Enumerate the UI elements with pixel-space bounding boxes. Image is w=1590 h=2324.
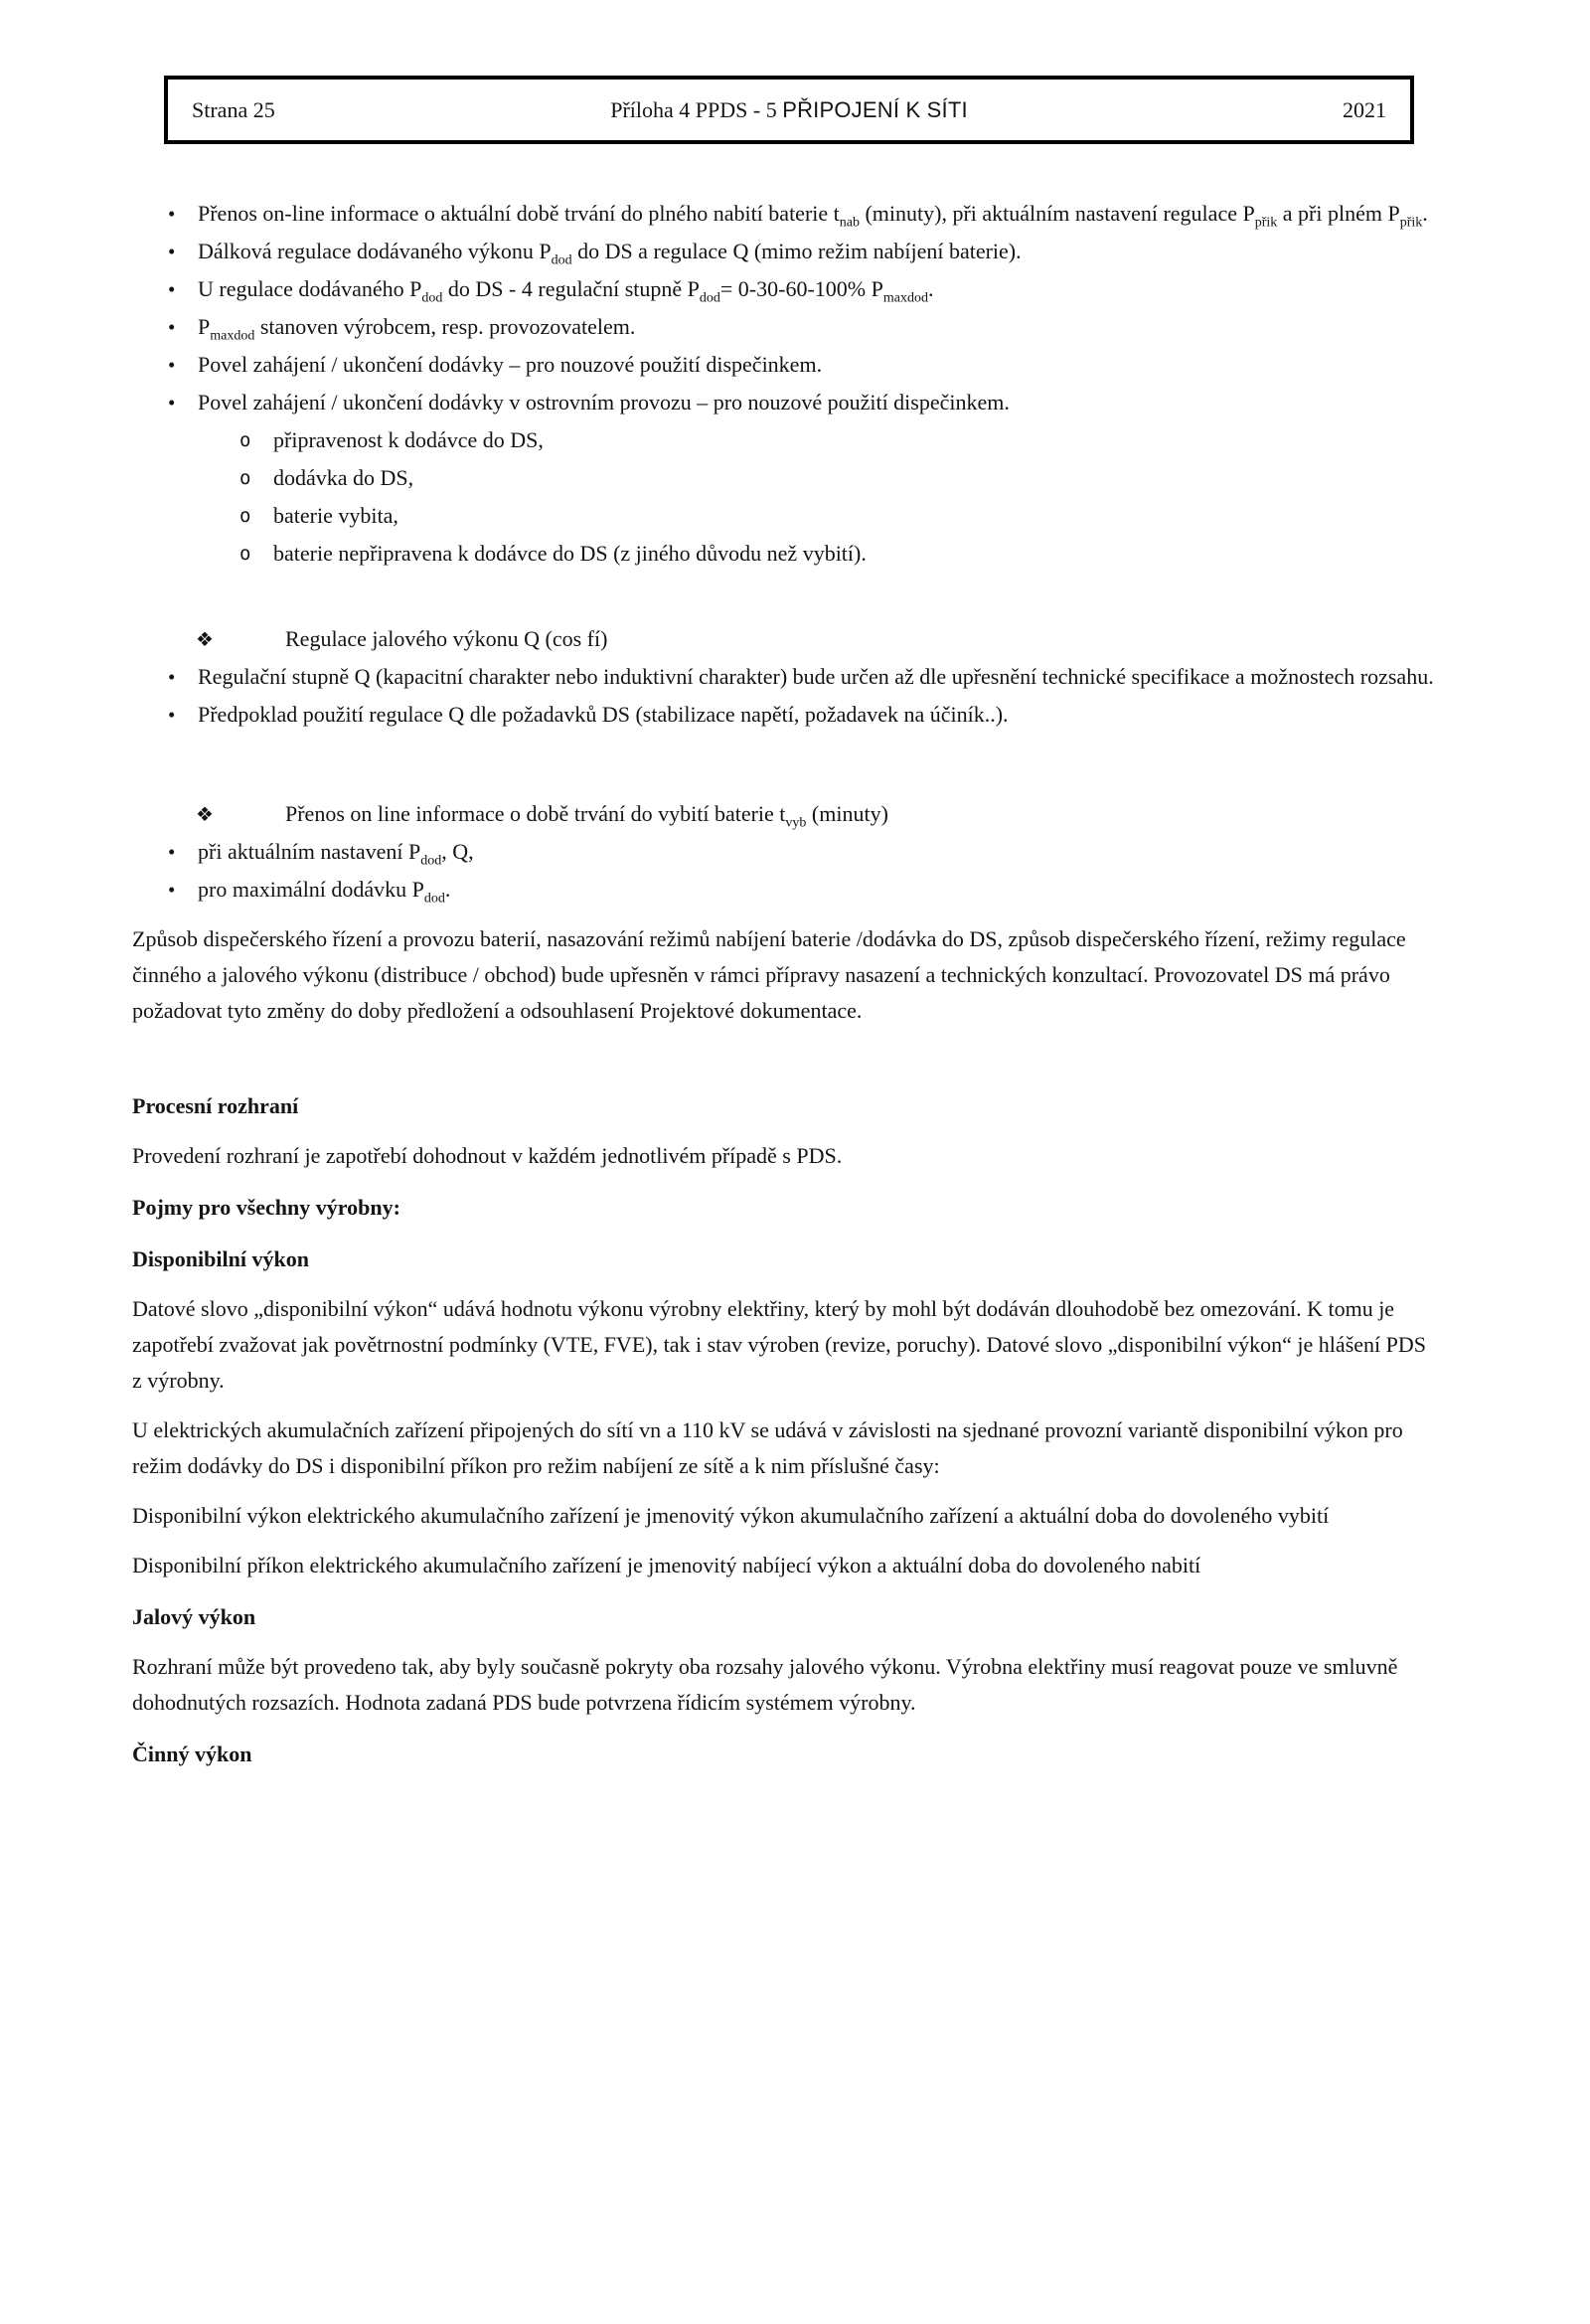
sub-list-item bbox=[132, 422, 1434, 458]
list-item-text: Předpoklad použití regulace Q dle požadavků DS (stabilizace napětí, požadavek na účiník..). bbox=[198, 702, 1009, 727]
heading-pojmy: Pojmy pro všechny výrobny: bbox=[132, 1195, 400, 1220]
list-item bbox=[132, 697, 1434, 733]
circle-icon: o bbox=[239, 429, 251, 451]
bullet-icon: • bbox=[168, 202, 176, 226]
list-item-text: pro maximální dodávku $P_{dod}$. bbox=[198, 877, 451, 907]
paragraph-disponibilni-prikon-def: Disponibilní příkon elektrického akumulačního zařízení je jmenovitý nabíjecí výkon a aktuální doba do dovoleného nabití bbox=[132, 1553, 1201, 1577]
sub-list-item-text: baterie nepřipravena k dodávce do DS (z jiného důvodu než vybití). bbox=[273, 541, 867, 566]
bullet-icon: • bbox=[168, 703, 176, 727]
sub-list-item bbox=[132, 460, 1434, 496]
heading-disponibilni-vykon: Disponibilní výkon bbox=[132, 1246, 309, 1271]
circle-icon: o bbox=[239, 543, 251, 565]
page-content bbox=[132, 196, 1434, 1772]
list-item bbox=[132, 196, 1434, 232]
list-item-text: Povel zahájení / ukončení dodávky v ostrovním provozu – pro nouzové použití dispečinkem. bbox=[198, 390, 1010, 415]
page-number: Strana 25 bbox=[192, 96, 275, 122]
diamond-icon: ❖ bbox=[196, 627, 214, 651]
bullet-icon: • bbox=[168, 878, 176, 902]
page-header-box bbox=[164, 76, 1414, 144]
list-item-text: $P_{maxdod}$ stanoven výrobcem, resp. provozovatelem. bbox=[198, 314, 636, 344]
circle-icon: o bbox=[239, 467, 251, 489]
document-page bbox=[0, 76, 1590, 2324]
sub-list-item bbox=[132, 536, 1434, 572]
paragraph-provedeni-rozhrani: Provedení rozhraní je zapotřebí dohodnout v každém jednotlivém případě s PDS. bbox=[132, 1143, 843, 1168]
paragraph-datove-slovo: Datové slovo „disponibilní výkon“ udává hodnotu výkonu výrobny elektřiny, který by mohl být dodáván dlouhodobě bez omezování. K tomu je zapotřebí zvažovat jak povětrnostní podmínky (VTE, FVE), tak i stav výroben (revize, poruchy). Datové slovo „disponibilní výkon“ je hlášení PDS z výrobny. bbox=[132, 1296, 1426, 1393]
list-item bbox=[132, 271, 1434, 307]
list-item-text: Přenos on-line informace o aktuální době trvání do plného nabití baterie $t_{nab}$ (minuty), při aktuálním nastavení regulace $P_{přik}$ a při plném $P_{přik}$. bbox=[198, 201, 1428, 231]
paragraph-dispatch-control: Způsob dispečerského řízení a provozu baterií, nasazování režimů nabíjení baterie /dodávka do DS, způsob dispečerského řízení, režimy regulace činného a jalového výkonu (distribuce / obchod) bude upřesněn v rámci přípravy nasazení a technických konzultací. Provozovatel DS má právo požadovat tyto změny do doby předložení a odsouhlasení Projektové dokumentace. bbox=[132, 926, 1406, 1023]
list-item-text: Dálková regulace dodávaného výkonu $P_{dod}$ do DS a regulace Q (mimo režim nabíjení baterie). bbox=[198, 239, 1022, 268]
list-item bbox=[132, 834, 1434, 870]
list-item bbox=[132, 385, 1434, 420]
list-item-text: U regulace dodávaného $P_{dod}$ do DS - 4 regulační stupně $P_{dod}= 0-30-60-100\%$ $P_{maxdod}$. bbox=[198, 276, 934, 306]
diamond-item-text: Přenos on line informace o době trvání do vybití baterie $t_{vyb}$ (minuty) bbox=[285, 801, 888, 831]
document-title-serif: Příloha 4 PPDS - 5 bbox=[610, 96, 783, 122]
bullet-icon: • bbox=[168, 840, 176, 864]
list-item-text: Povel zahájení / ukončení dodávky – pro nouzové použití dispečinkem. bbox=[198, 352, 823, 377]
list-item bbox=[132, 872, 1434, 908]
bullet-icon: • bbox=[168, 277, 176, 301]
sub-list-item bbox=[132, 498, 1434, 534]
paragraph-disponibilni-vykon-def: Disponibilní výkon elektrického akumulačního zařízení je jmenovitý výkon akumulačního zařízení a aktuální doba do dovoleného vybití bbox=[132, 1503, 1330, 1528]
bullet-list-telemetry bbox=[132, 196, 1434, 572]
heading-procesni-rozhrani: Procesní rozhraní bbox=[132, 1093, 299, 1118]
paragraph-rozhrani-jalovy: Rozhraní může být provedeno tak, aby byly současně pokryty oba rozsahy jalového výkonu. Výrobna elektřiny musí reagovat pouze ve smluvně dohodnutých rozsazích. Hodnota zadaná PDS bude potvrzena řídicím systémem výrobny. bbox=[132, 1654, 1398, 1715]
list-item-text: Regulační stupně Q (kapacitní charakter nebo induktivní charakter) bude určen až dle upřesnění technické specifikace a možnostech rozsahu. bbox=[198, 664, 1434, 689]
diamond-item-text: Regulace jalového výkonu Q (cos fí) bbox=[285, 626, 608, 651]
sub-list-item-text: dodávka do DS, bbox=[273, 465, 414, 490]
bullet-icon: • bbox=[168, 315, 176, 339]
diamond-icon: ❖ bbox=[196, 802, 214, 826]
bullet-icon: • bbox=[168, 240, 176, 263]
document-title-sans: PŘIPOJENÍ K SÍTI bbox=[782, 96, 968, 122]
sub-list-item-text: připravenost k dodávce do DS, bbox=[273, 427, 544, 452]
list-item bbox=[132, 309, 1434, 345]
paragraph-akumulacni-zarizeni: U elektrických akumulačních zařízení připojených do sítí vn a 110 kV se udává v závislosti na sjednané provozní variantě disponibilní výkon pro režim dodávky do DS i disponibilní příkon pro režim nabíjení ze sítě a k nim příslušné časy: bbox=[132, 1417, 1403, 1478]
circle-icon: o bbox=[239, 505, 251, 527]
year-label: 2021 bbox=[1343, 96, 1386, 122]
list-item bbox=[132, 347, 1434, 383]
list-item-text: při aktuálním nastavení $P_{dod}$, Q, bbox=[198, 839, 474, 869]
bullet-icon: • bbox=[168, 391, 176, 415]
document-title bbox=[410, 92, 1168, 128]
heading-cinny-vykon: Činný výkon bbox=[132, 1742, 252, 1766]
list-item bbox=[132, 234, 1434, 269]
sub-list-item-text: baterie vybita, bbox=[273, 503, 398, 528]
diamond-list-item bbox=[132, 621, 1434, 657]
list-item bbox=[132, 659, 1434, 695]
bullet-icon: • bbox=[168, 665, 176, 689]
section-regulace-q bbox=[132, 621, 1434, 733]
diamond-list-item bbox=[132, 796, 1434, 832]
heading-jalovy-vykon: Jalový výkon bbox=[132, 1604, 256, 1629]
bullet-icon: • bbox=[168, 353, 176, 377]
section-prenos-tvyb bbox=[132, 796, 1434, 908]
